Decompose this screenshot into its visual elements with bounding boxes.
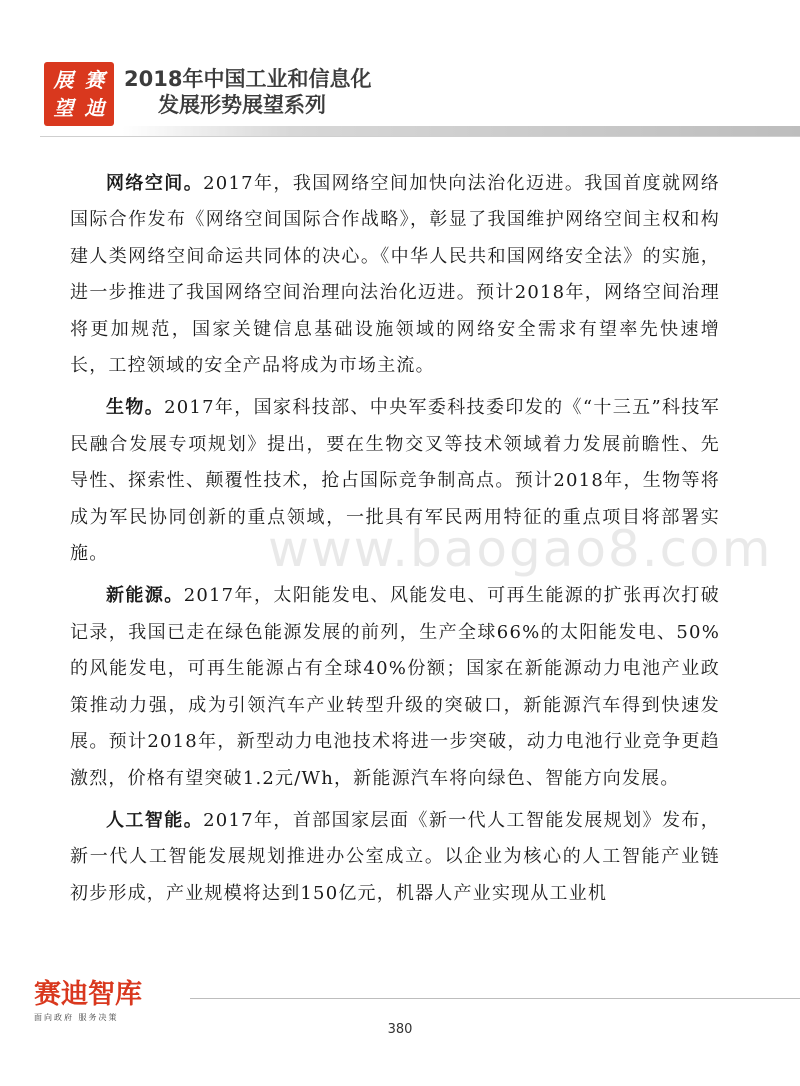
paragraph-text: 2017年，国家科技部、中央军委科技委印发的《“十三五”科技军民融合发展专项规划》提出，要在生物交叉等技术领域着力发展前瞻性、先导性、探索性、颠覆性技术，抢占国际竞争制高点。预计2018年，生物等将成为军民协同创新的重点领域，一批具有军民两用特征的重点项目将部署实施。 bbox=[70, 397, 720, 565]
body-text bbox=[70, 166, 773, 918]
footer-divider bbox=[190, 998, 800, 999]
paragraph-cyberspace bbox=[70, 166, 720, 384]
seal-char: 望 bbox=[53, 96, 74, 120]
paragraph-lead: 网络空间。 bbox=[106, 173, 204, 194]
seal-char: 赛 bbox=[84, 68, 105, 92]
paragraph-biology bbox=[70, 390, 720, 572]
paragraph-text: 2017年，我国网络空间加快向法治化迈进。我国首度就网络国际合作发布《网络空间国际合作战略》，彰显了我国维护网络空间主权和构建人类网络空间命运共同体的决心。《中华人民共和国网络安全法》的实施，进一步推进了我国网络空间治理向法治化迈进。预计2018年，网络空间治理将更加规范，国家关键信息基础设施领域的网络安全需求有望率先快速增长，工控领域的安全产品将成为市场主流。 bbox=[70, 173, 721, 377]
paragraph-lead: 人工智能。 bbox=[106, 809, 204, 831]
seal-char: 迪 bbox=[84, 96, 105, 120]
header-divider-thin bbox=[40, 136, 800, 137]
seal-logo bbox=[44, 62, 114, 126]
paragraph-lead: 生物。 bbox=[106, 397, 165, 419]
page-header bbox=[0, 0, 800, 130]
page-number: 380 bbox=[387, 1022, 413, 1037]
paragraph-ai bbox=[70, 803, 720, 912]
seal-char: 展 bbox=[53, 68, 74, 92]
paragraph-text: 2017年，太阳能发电、风能发电、可再生能源的扩张再次打破记录，我国已走在绿色能源发展的前列，生产全球66%的太阳能发电、50%的风能发电，可再生能源占有全球40%份额；国家在新能源动力电池产业政策推动力强，成为引领汽车产业转型升级的突破口，新能源汽车得到快速发展。预计2018年，新型动力电池技术将进一步突破，动力电池行业竞争更趋激烈，价格有望突破1.2元/Wh，新能源汽车将向绿色、智能方向发展。 bbox=[70, 585, 720, 789]
paragraph-lead: 新能源。 bbox=[106, 585, 184, 607]
header-divider bbox=[122, 126, 800, 136]
footer-tagline: 面向政府 服务决策 bbox=[34, 1013, 119, 1022]
watermark: www.baogao8.com bbox=[268, 520, 773, 578]
series-title bbox=[124, 66, 584, 118]
paragraph-text: 2017年，首部国家层面《新一代人工智能发展规划》发布，新一代人工智能发展规划推进办公室成立。以企业为核心的人工智能产业链初步形成，产业规模将达到150亿元，机器人产业实现从工业机 bbox=[70, 809, 721, 904]
footer-brand: 赛迪智库 bbox=[34, 979, 142, 1010]
paragraph-new-energy bbox=[70, 578, 720, 796]
series-title-line1: 2018年中国工业和信息化 bbox=[124, 67, 372, 91]
series-title-line2: 发展形势展望系列 bbox=[158, 93, 326, 117]
